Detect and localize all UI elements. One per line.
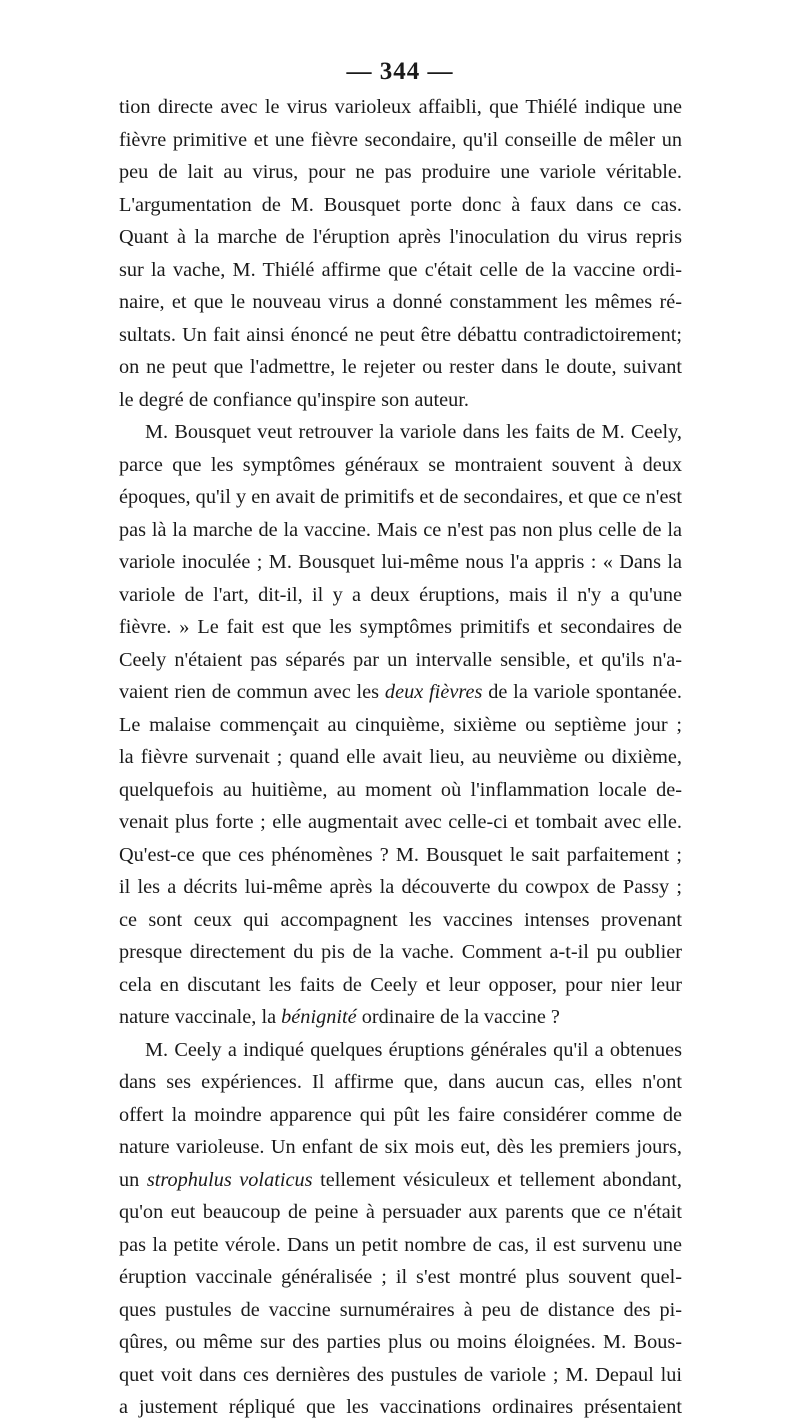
- text-line: peu de lait au virus, pour ne pas produire une variole véritable.: [119, 161, 682, 183]
- text-line: qûres, ou même sur des parties plus ou moins éloignées. M. Bous-: [119, 1331, 682, 1353]
- text-line: cela en discutant les faits de Ceely et leur opposer, pour nier leur: [119, 973, 682, 996]
- text-line: on ne peut que l'admettre, le rejeter ou rester dans le doute, suivant: [119, 356, 682, 378]
- text-line: ques pustules de vaccine surnuméraires à peu de distance des pi-: [119, 1298, 682, 1321]
- text-line: le degré de confiance qu'inspire son auteur.: [119, 388, 469, 411]
- text-segment: de la variole spontanée.: [482, 681, 682, 703]
- text-line: variole de l'art, dit-il, il y a deux éruptions, mais il n'y a qu'une: [119, 583, 682, 606]
- text-line: la fièvre survenait ; quand elle avait lieu, au neuvième ou dixième,: [119, 746, 682, 768]
- text-line: pas la petite vérole. Dans un petit nombre de cas, il est survenu une: [119, 1233, 682, 1256]
- text-segment: tellement vésiculeux et tellement abondant,: [312, 1168, 682, 1191]
- text-line: [119, 1164, 682, 1197]
- text-line: L'argumentation de M. Bousquet porte donc à faux dans ce cas.: [119, 193, 682, 216]
- text-line: quelquefois au huitième, au moment où l'inflammation locale de-: [119, 778, 682, 801]
- text-line: M. Bousquet veut retrouver la variole dans les faits de M. Ceely,: [145, 421, 682, 443]
- text-line: qu'on eut beaucoup de peine à persuader aux parents que ce n'était: [119, 1201, 682, 1223]
- text-line: Qu'est-ce que ces phénomènes ? M. Bousquet le sait parfaitement ;: [119, 843, 682, 866]
- text-line: Le malaise commençait au cinquième, sixième ou septième jour ;: [119, 713, 682, 736]
- text-line: il les a décrits lui-même après la découverte du cowpox de Passy ;: [119, 876, 682, 898]
- text-line: Ceely n'étaient pas séparés par un intervalle sensible, et qu'ils n'a-: [119, 648, 682, 671]
- text-line: époques, qu'il y en avait de primitifs et de secondaires, et que ce n'est: [119, 486, 682, 508]
- text-line: sultats. Un fait ainsi énoncé ne peut être débattu contradictoirement;: [119, 323, 682, 346]
- text-line: venait plus forte ; elle augmentait avec celle-ci et tombait avec elle.: [119, 811, 682, 833]
- text-segment: vaient rien de commun avec les: [119, 681, 385, 703]
- text-line: presque directement du pis de la vache. Comment a-t-il pu oublier: [119, 941, 682, 963]
- text-segment: un: [119, 1168, 147, 1191]
- text-line: tion directe avec le virus varioleux affaibli, que Thiélé indique une: [119, 96, 682, 118]
- text-line: variole inoculée ; M. Bousquet lui-même nous l'a appris : « Dans la: [119, 551, 682, 573]
- text-line: nature varioleuse. Un enfant de six mois eut, dès les premiers jours,: [119, 1136, 682, 1158]
- italic-text: deux fièvres: [384, 681, 483, 703]
- text-line: naire, et que le nouveau virus a donné constamment les mêmes ré-: [119, 291, 682, 313]
- text-line: ce sont ceux qui accompagnent les vaccines intenses provenant: [119, 908, 682, 931]
- text-segment: nature vaccinale, la: [119, 1006, 282, 1028]
- body-text: [119, 91, 682, 1424]
- italic-text: bénignité: [281, 1006, 357, 1028]
- text-line: offert la moindre apparence qui pût les faire considérer comme de: [119, 1103, 682, 1126]
- text-line: quet voit dans ces dernières des pustules de variole ; M. Depaul lui: [119, 1363, 682, 1386]
- italic-text: strophulus volaticus: [146, 1168, 313, 1191]
- text-line: dans ses expériences. Il affirme que, dans aucun cas, elles n'ont: [119, 1071, 682, 1093]
- text-line: pas là la marche de la vaccine. Mais ce n'est pas non plus celle de la: [119, 518, 682, 541]
- text-line: fièvre primitive et une fièvre secondaire, qu'il conseille de mêler un: [119, 128, 682, 151]
- text-line: M. Ceely a indiqué quelques éruptions générales qu'il a obtenues: [145, 1038, 682, 1061]
- page-number: — 344 —: [346, 58, 454, 85]
- text-line: fièvre. » Le fait est que les symptômes primitifs et secondaires de: [119, 616, 682, 638]
- text-line: [119, 1001, 682, 1034]
- text-line: sur la vache, M. Thiélé affirme que c'était celle de la vaccine ordi-: [119, 258, 682, 281]
- text-line: éruption vaccinale généralisée ; il s'est montré plus souvent quel-: [119, 1266, 682, 1288]
- text-line: [119, 676, 682, 709]
- text-segment: ordinaire de la vaccine ?: [356, 1006, 560, 1028]
- text-line: Quant à la marche de l'éruption après l'inoculation du virus repris: [119, 226, 682, 248]
- text-line: parce que les symptômes généraux se montraient souvent à deux: [119, 453, 682, 476]
- text-line: a justement répliqué que les vaccinations ordinaires présentaient: [119, 1396, 682, 1418]
